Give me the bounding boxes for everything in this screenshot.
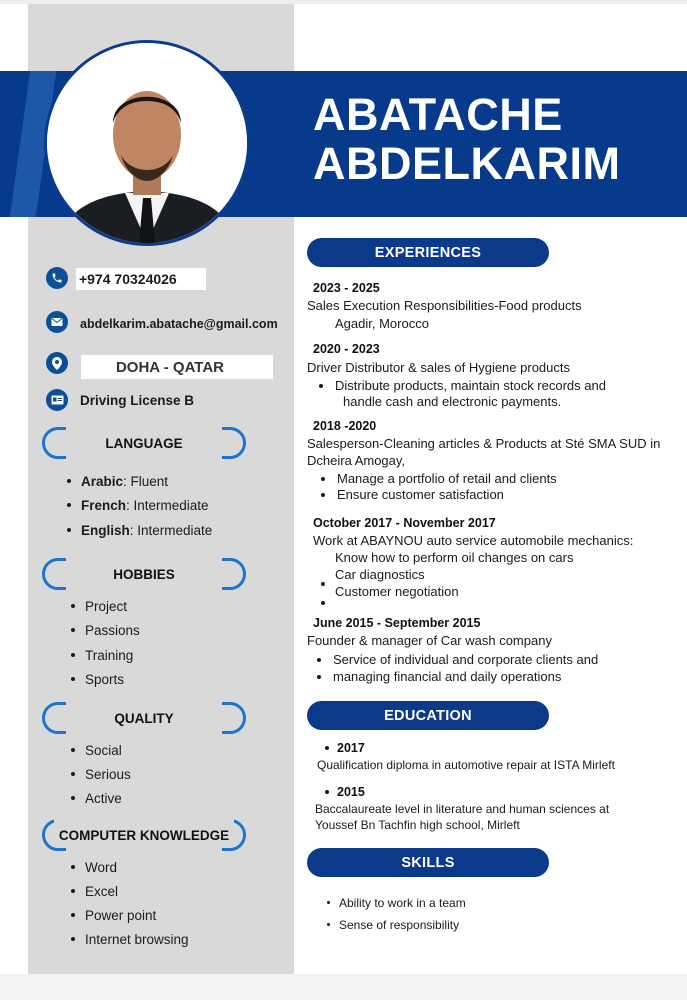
experience-bullet: Know how to perform oil changes on cars xyxy=(335,550,574,565)
experience-bullet: Distribute products, maintain stock records and xyxy=(319,377,606,394)
language-item: Arabic: Fluent xyxy=(67,474,168,489)
computer-item: Internet browsing xyxy=(71,932,189,947)
language-heading-gap xyxy=(66,427,222,431)
experience-bullet: managing financial and daily operations xyxy=(317,668,561,685)
computer-heading-gap-bottom xyxy=(66,847,222,851)
education-year: 2017 xyxy=(325,741,365,755)
experience-dates: June 2015 - September 2015 xyxy=(313,616,481,630)
experience-dates: 2020 - 2023 xyxy=(313,342,380,356)
quality-heading: QUALITY xyxy=(114,711,174,726)
page-bottom-strip xyxy=(0,974,687,1000)
experience-dates: October 2017 - November 2017 xyxy=(313,516,496,530)
computer-item: Excel xyxy=(71,884,118,899)
experience-bullet: Service of individual and corporate clients and xyxy=(317,651,598,668)
language-heading-gap-bottom xyxy=(66,455,222,459)
education-text: Baccalaureate level in literature and human sciences at xyxy=(315,802,610,816)
experience-bullet: Ensure customer satisfaction xyxy=(321,486,504,503)
skills-heading: SKILLS xyxy=(307,848,549,877)
hobbies-heading-gap-bottom xyxy=(66,586,222,590)
experience-bullet-continued: handle cash and electronic payments. xyxy=(343,394,562,409)
hobby-item: Passions xyxy=(71,623,140,638)
experience-title: Founder & manager of Car wash company xyxy=(307,633,552,648)
experience-title: Driver Distributor & sales of Hygiene products xyxy=(307,360,570,375)
language-item: French: Intermediate xyxy=(67,498,209,513)
email-address: abdelkarim.abatache@gmail.com xyxy=(80,317,278,331)
hobbies-heading-gap xyxy=(66,558,222,562)
experience-title: Salesperson-Cleaning articles & Products at Sté SMA SUD in xyxy=(307,436,661,451)
experience-dates: 2018 -2020 xyxy=(313,419,377,433)
hobbies-heading: HOBBIES xyxy=(113,567,175,582)
email-icon xyxy=(46,311,68,333)
location-pin-icon xyxy=(46,352,68,374)
profile-photo xyxy=(44,40,250,246)
quality-item: Social xyxy=(71,743,122,758)
quality-item: Serious xyxy=(71,767,131,782)
quality-heading-gap-bottom xyxy=(66,730,222,734)
bullet-dot xyxy=(321,601,325,605)
first-name: ABATACHE xyxy=(313,89,563,140)
computer-heading: COMPUTER KNOWLEDGE xyxy=(58,828,230,843)
skill-item: Ability to work in a team xyxy=(327,895,466,912)
license-card-icon xyxy=(46,389,68,411)
experience-bullet: Manage a portfolio of retail and clients xyxy=(321,470,557,487)
driving-license: Driving License B xyxy=(80,393,195,408)
computer-item: Power point xyxy=(71,908,156,923)
education-year: 2015 xyxy=(325,785,365,799)
phone-number: +974 70324026 xyxy=(79,271,177,287)
education-text-continued: Youssef Bn Tachfin high school, Mirleft xyxy=(315,818,520,832)
experience-title-continued: Dcheira Amogay, xyxy=(307,453,406,468)
language-item: English: Intermediate xyxy=(67,523,212,538)
profile-photo-illustration xyxy=(47,43,247,243)
last-name: ABDELKARIM xyxy=(313,138,621,189)
experiences-heading: EXPERIENCES xyxy=(307,238,549,267)
education-text: Qualification diploma in automotive repair at ISTA Mirleft xyxy=(317,758,615,772)
experience-bullet: Car diagnostics xyxy=(335,567,425,582)
location-text: DOHA - QATAR xyxy=(115,359,225,376)
phone-icon xyxy=(46,267,68,289)
experience-bullet: Customer negotiation xyxy=(335,584,459,599)
bullet-dot xyxy=(321,582,325,586)
experience-dates: 2023 - 2025 xyxy=(313,281,380,295)
language-heading: LANGUAGE xyxy=(105,436,183,451)
education-heading: EDUCATION xyxy=(307,701,549,730)
experience-location: Agadir, Morocco xyxy=(335,316,429,331)
computer-item: Word xyxy=(71,860,117,875)
hobby-item: Project xyxy=(71,599,127,614)
experience-title: Work at ABAYNOU auto service automobile mechanics: xyxy=(313,533,634,548)
quality-heading-gap xyxy=(66,702,222,706)
hobby-item: Training xyxy=(71,648,133,663)
experience-title: Sales Execution Responsibilities-Food products xyxy=(307,298,582,313)
skill-item: Sense of responsibility xyxy=(327,917,459,934)
quality-item: Active xyxy=(71,791,122,806)
computer-heading-gap xyxy=(54,819,234,823)
hobby-item: Sports xyxy=(71,672,124,687)
